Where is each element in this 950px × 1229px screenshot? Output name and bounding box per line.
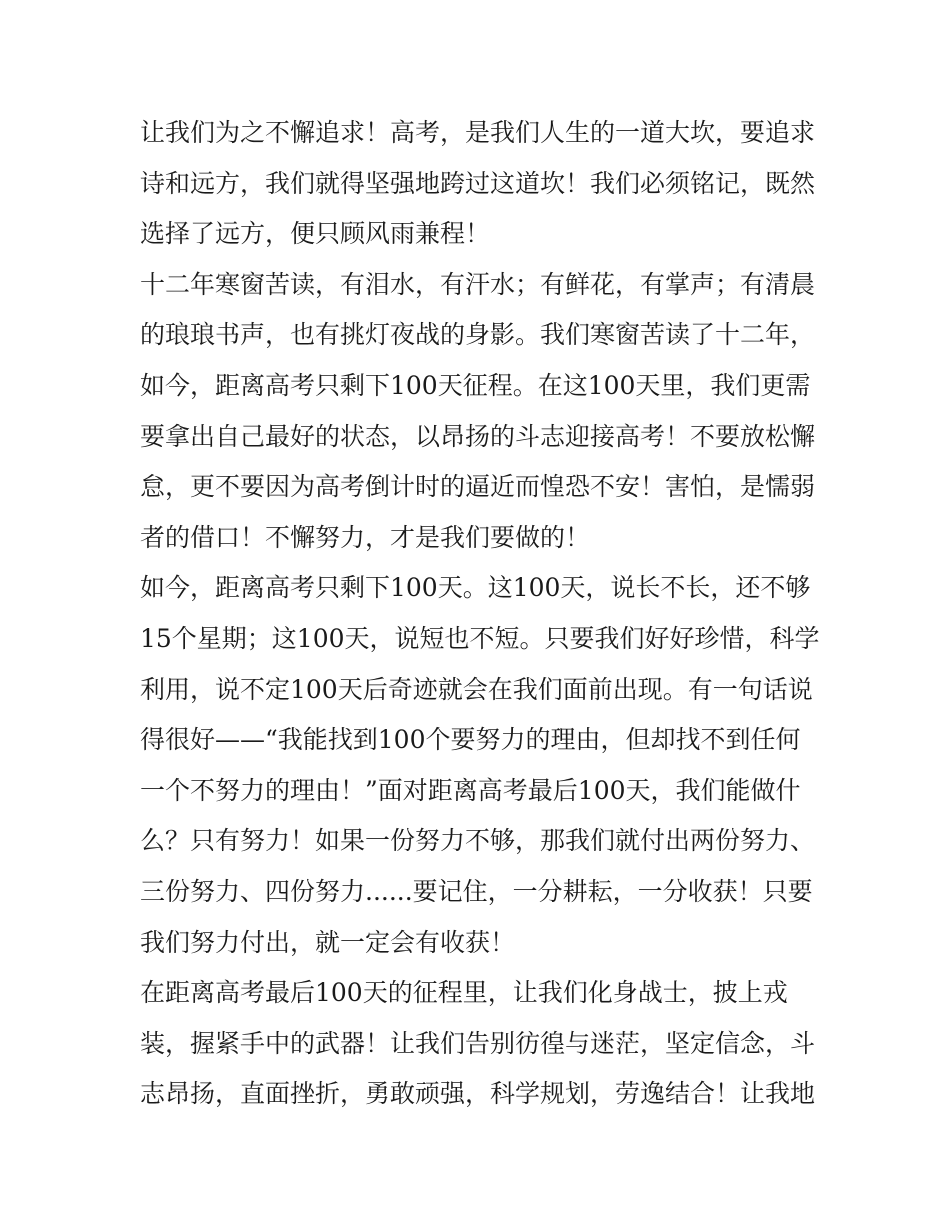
text-line: 在距离高考最后100天的征程里，让我们化身战士，披上戎 [140, 978, 788, 1008]
text-line: 么？只有努力！如果一份努力不够，那我们就付出两份努力、 [140, 826, 816, 856]
text-line: 利用，说不定100天后奇迹就会在我们面前出现。有一句话说 [140, 674, 813, 704]
text-line: 选择了远方，便只顾风雨兼程！ [140, 219, 491, 249]
text-line: 的琅琅书声，也有挑灯夜战的身影。我们寒窗苦读了十二年， [140, 320, 816, 350]
text-line: 装，握紧手中的武器！让我们告别彷徨与迷茫，坚定信念，斗 [140, 1028, 816, 1058]
text-line: 一个不努力的理由！”面对距离高考最后100天，我们能做什 [140, 775, 801, 805]
text-line: 如今，距离高考只剩下100天征程。在这100天里，我们更需 [140, 370, 811, 400]
text-line: 十二年寒窗苦读，有泪水，有汗水；有鲜花，有掌声；有清晨 [140, 269, 816, 299]
text-line: 三份努力、四份努力......要记住，一分耕耘，一分收获！只要 [140, 876, 813, 906]
text-line: 我们努力付出，就一定会有收获！ [140, 927, 516, 957]
text-line: 得很好——“我能找到100个要努力的理由，但却找不到任何 [140, 725, 801, 755]
text-line: 诗和远方，我们就得坚强地跨过这道坎！我们必须铭记，既然 [140, 168, 816, 198]
text-line: 如今，距离高考只剩下100天。这100天，说长不长，还不够 [140, 573, 811, 603]
text-line: 志昂扬，直面挫折，勇敢顽强，科学规划，劳逸结合！让我地 [140, 1079, 816, 1109]
document-page [140, 108, 820, 1120]
text-line: 让我们为之不懈追求！高考，是我们人生的一道大坎，要追求 [140, 118, 816, 147]
text-line: 15个星期；这100天，说短也不短。只要我们好好珍惜，科学 [140, 623, 820, 653]
text-line: 要拿出自己最好的状态，以昂扬的斗志迎接高考！不要放松懈 [140, 421, 816, 451]
text-line: 者的借口！不懈努力，才是我们要做的！ [140, 522, 591, 552]
text-line: 怠，更不要因为高考倒计时的逼近而惶恐不安！害怕，是懦弱 [140, 472, 816, 502]
